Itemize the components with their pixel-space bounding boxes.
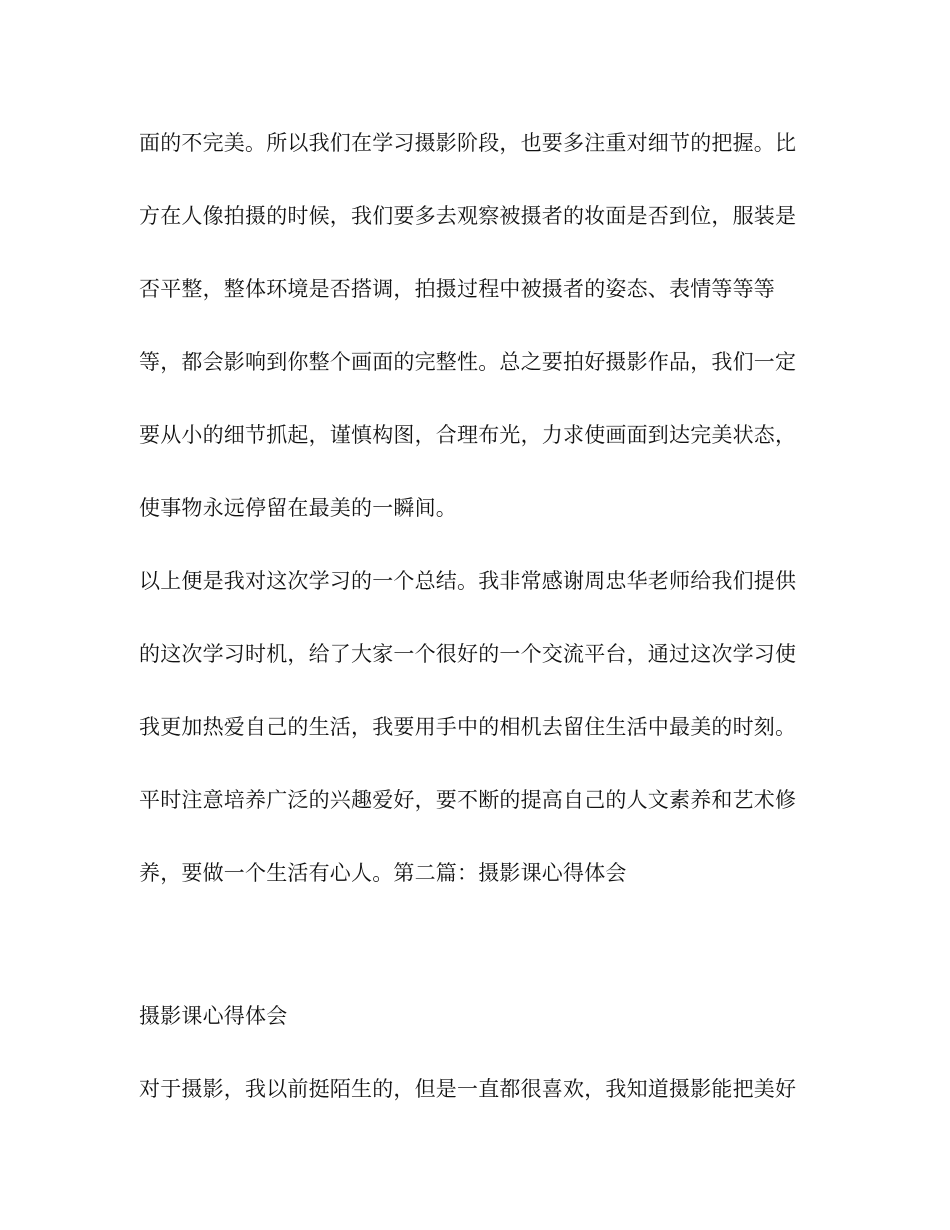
text-line: 方在人像拍摄的时候，我们要多去观察被摄者的妆面是否到位，服装是: [139, 204, 797, 228]
text-line: 使事物永远停留在最美的一瞬间。: [139, 496, 457, 520]
text-line: 的这次学习时机，给了大家一个很好的一个交流平台，通过这次学习使: [139, 642, 797, 666]
section-heading: 摄影课心得体会: [139, 1004, 288, 1028]
text-line: 否平整，整体环境是否搭调，拍摄过程中被摄者的姿态、表情等等等: [139, 277, 775, 301]
text-line: 对于摄影，我以前挺陌生的，但是一直都很喜欢，我知道摄影能把美好: [139, 1077, 797, 1101]
text-line: 要从小的细节抓起，谨慎构图，合理布光，力求使画面到达完美状态，: [139, 423, 797, 447]
text-line: 面的不完美。所以我们在学习摄影阶段，也要多注重对细节的把握。比: [139, 131, 797, 155]
text-line: 平时注意培养广泛的兴趣爱好，要不断的提高自己的人文素养和艺术修: [139, 788, 797, 812]
text-line: 以上便是我对这次学习的一个总结。我非常感谢周忠华老师给我们提供: [139, 569, 797, 593]
text-line: 养，要做一个生活有心人。第二篇：摄影课心得体会: [139, 861, 627, 885]
text-line: 我更加热爱自己的生活，我要用手中的相机去留住生活中最美的时刻。: [139, 715, 797, 739]
text-line: 等，都会影响到你整个画面的完整性。总之要拍好摄影作品，我们一定: [139, 350, 797, 374]
